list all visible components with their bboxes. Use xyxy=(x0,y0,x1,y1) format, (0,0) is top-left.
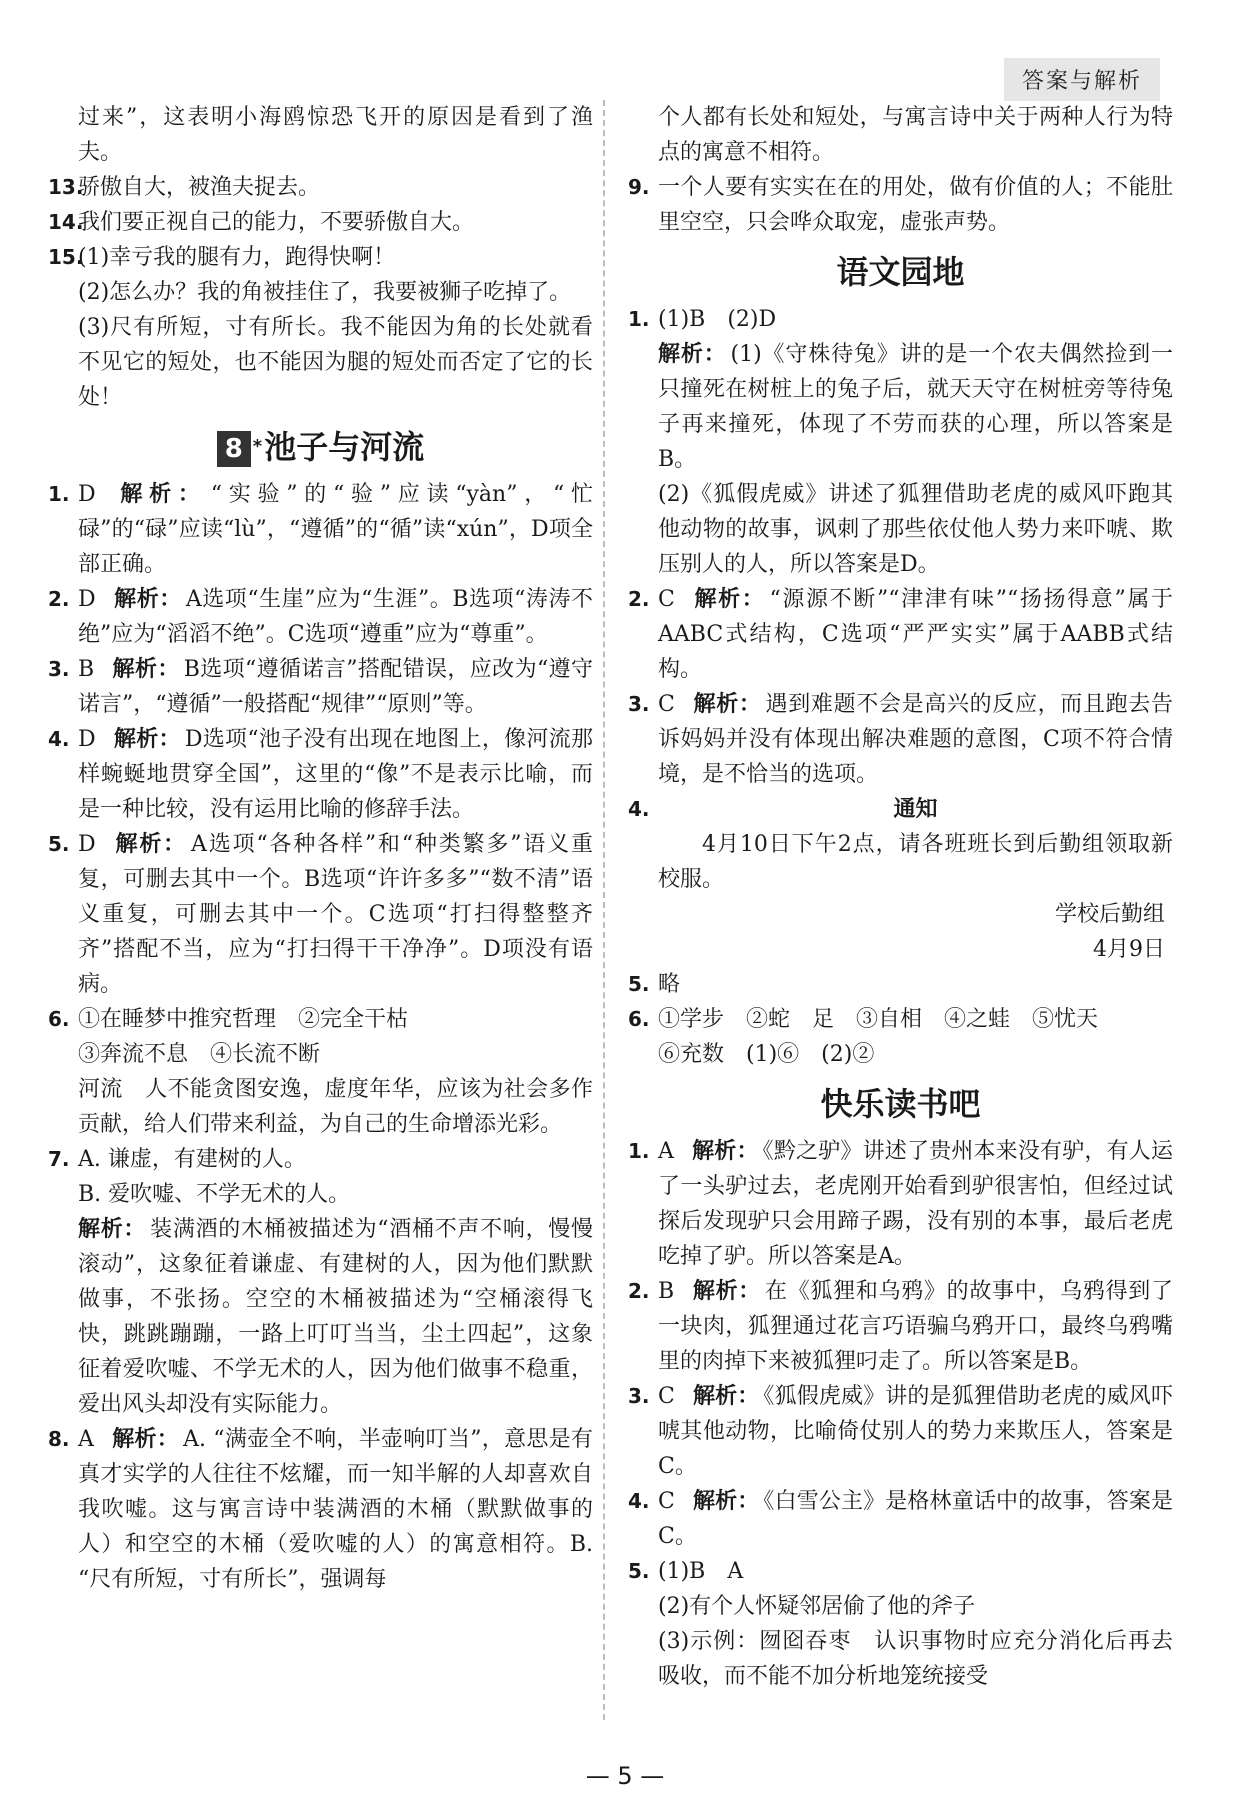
column-divider xyxy=(603,100,605,1720)
yuwen-question-2: 2. C 解析： “源源不断”“津津有味”“扬扬得意”属于AABC式结构，C选项“严严实实”属于AABB式结构。 xyxy=(628,587,1173,682)
lesson-number-badge: 8 xyxy=(217,431,251,467)
question-2: 2. D 解析： A选项“生崖”应为“生涯”。B选项“涛涛不绝”应为“滔滔不绝”。C选项“遵重”应为“尊重”。 xyxy=(48,587,593,647)
reading-question-5-part2: (2)有个人怀疑邻居偷了他的斧子 xyxy=(658,1594,976,1619)
question-8-continued: 个人都有长处和短处，与寓言诗中关于两种人行为特点的寓意不相符。 xyxy=(658,105,1173,165)
question-1: 1. D 解析： “实验”的“验”应读“yàn”，“忙碌”的“碌”应读“lù”，“遵循”的“循”读“xún”，D项全部正确。 xyxy=(48,482,593,577)
yuwen-question-1-analysis: 解析： (1)《守株待兔》讲的是一个农夫偶然捡到一只撞死在树桩上的兔子后，就天天守在树桩旁等待兔子再来撞死，体现了不劳而获的心理，所以答案是B。 xyxy=(658,342,1173,472)
reading-question-3: 3. C 解析： 《狐假虎威》讲的是狐狸借助老虎的威风吓唬其他动物，比喻倚仗别人的势力来欺压人，答案是C。 xyxy=(628,1384,1173,1479)
notice-title: 通知 xyxy=(893,797,938,822)
page-number: — 5 — xyxy=(585,1762,665,1790)
question-7: 7. A. 谦虚，有建树的人。 xyxy=(48,1147,306,1172)
question-9: 9. 一个人要有实实在在的用处，做有价值的人；不能肚里空空，只会哗众取宠，虚张声势。 xyxy=(628,175,1173,235)
answer-15-part2: (2)怎么办？我的角被挂住了，我要被狮子吃掉了。 xyxy=(78,280,572,305)
question-6-line2: ③奔流不息 ④长流不断 xyxy=(78,1042,321,1067)
yuwen-question-5: 5. 略 xyxy=(628,972,681,997)
reading-question-1: 1. A 解析： 《黔之驴》讲述了贵州本来没有驴，有人运了一头驴过去，老虎刚开始看到驴很害怕，但经过试探后发现驴只会用蹄子踢，没有别的本事，最后老虎吃掉了驴。所以答案是A。 xyxy=(628,1139,1173,1269)
header-tag: 答案与解析 xyxy=(1004,58,1160,101)
right-column xyxy=(628,100,1173,1694)
section-title-yuwen: 语文园地 xyxy=(836,253,965,291)
notice-body: 4月10日下午2点，请各班班长到后勤组领取新校服。 xyxy=(658,832,1173,892)
answer-15: 15. (1)幸亏我的腿有力，跑得快啊！ xyxy=(48,245,396,270)
answer-15-part3: (3)尺有所短，寸有所长。我不能因为角的长处就看不见它的短处，也不能因为腿的短处而否定了它的长处！ xyxy=(78,315,593,410)
yuwen-question-1: 1. (1)B (2)D xyxy=(628,307,777,332)
section-title-8: 8 *池子与河流 xyxy=(48,427,593,467)
reading-question-5: 5. (1)B A xyxy=(628,1559,744,1584)
yuwen-question-3: 3. C 解析： 遇到难题不会是高兴的反应，而且跑去告诉妈妈并没有体现出解决难题的意图，C项不符合情境，是不恰当的选项。 xyxy=(628,692,1173,787)
notice-signature: 学校后勤组 xyxy=(1054,902,1165,927)
question-6-line3: 河流 人不能贪图安逸，虚度年华，应该为社会多作贡献，给人们带来利益，为自己的生命增添光彩。 xyxy=(78,1077,593,1137)
question-7-b: B. 爱吹嘘、不学无术的人。 xyxy=(78,1182,351,1207)
section-title-kuaile: 快乐读书吧 xyxy=(820,1085,981,1123)
continued-text: 过来”，这表明小海鸥惊恐飞开的原因是看到了渔夫。 xyxy=(78,105,593,165)
answer-14: 14. 我们要正视自己的能力，不要骄傲自大。 xyxy=(48,210,475,235)
question-4: 4. D 解析： D选项“池子没有出现在地图上，像河流那样蜿蜒地贯穿全国”，这里的“像”不是表示比喻，而是一种比较，没有运用比喻的修辞手法。 xyxy=(48,727,593,822)
reading-question-4: 4. C 解析： 《白雪公主》是格林童话中的故事，答案是C。 xyxy=(628,1489,1173,1549)
notice-date: 4月9日 xyxy=(1093,937,1165,962)
question-7-analysis: 解析： 装满酒的木桶被描述为“酒桶不声不响，慢慢滚动”，这象征着谦虚、有建树的人，因为他们默默做事，不张扬。空空的木桶被描述为“空桶滚得飞快，跳跳蹦蹦，一路上叮叮当当，尘土四起”，这象征着爱吹嘘、不学无术的人，因为他们做事不稳重，爱出风头却没有实际能力。 xyxy=(78,1217,593,1417)
question-3: 3. B 解析： B选项“遵循诺言”搭配错误，应改为“遵守诺言”，“遵循”一般搭配“规律”“原则”等。 xyxy=(48,657,593,717)
yuwen-question-6-line2: ⑥充数 (1)⑥ (2)② xyxy=(658,1042,875,1067)
question-6: 6. ①在睡梦中推究哲理 ②完全干枯 xyxy=(48,1007,409,1032)
reading-question-2: 2. B 解析： 在《狐狸和乌鸦》的故事中，乌鸦得到了一块肉，狐狸通过花言巧语骗乌鸦开口，最终乌鸦嘴里的肉掉下来被狐狸叼走了。所以答案是B。 xyxy=(628,1279,1173,1374)
yuwen-question-6: 6. ①学步 ②蛇 足 ③自相 ④之蛙 ⑤忧天 xyxy=(628,1007,1099,1032)
yuwen-question-4: 4. 通知 xyxy=(628,792,1173,827)
question-8: 8. A 解析： A. “满壶全不响，半壶响叮当”，意思是有真才实学的人往往不炫耀，而一知半解的人却喜欢自我吹嘘。这与寓言诗中装满酒的木桶（默默做事的人）和空空的木桶（爱吹嘘的人）的寓意相符。B. “尺有所短，寸有所长”，强调每 xyxy=(48,1427,593,1592)
left-column xyxy=(48,100,593,1597)
reading-question-5-part3: (3)示例：囫囵吞枣 认识事物时应充分消化后再去吸收，而不能不加分析地笼统接受 xyxy=(658,1629,1173,1689)
question-5: 5. D 解析： A选项“各种各样”和“种类繁多”语义重复，可删去其中一个。B选项“许许多多”“数不清”语义重复，可删去其中一个。C选项“打扫得整整齐齐”搭配不当，应为“打扫得干干净净”。D项没有语病。 xyxy=(48,832,593,997)
yuwen-question-1-analysis-2: (2)《狐假虎威》讲述了狐狸借助老虎的威风吓跑其他动物的故事，讽刺了那些依仗他人势力来吓唬、欺压别人的人，所以答案是D。 xyxy=(658,482,1173,577)
answer-13: 13. 骄傲自大，被渔夫捉去。 xyxy=(48,175,321,200)
